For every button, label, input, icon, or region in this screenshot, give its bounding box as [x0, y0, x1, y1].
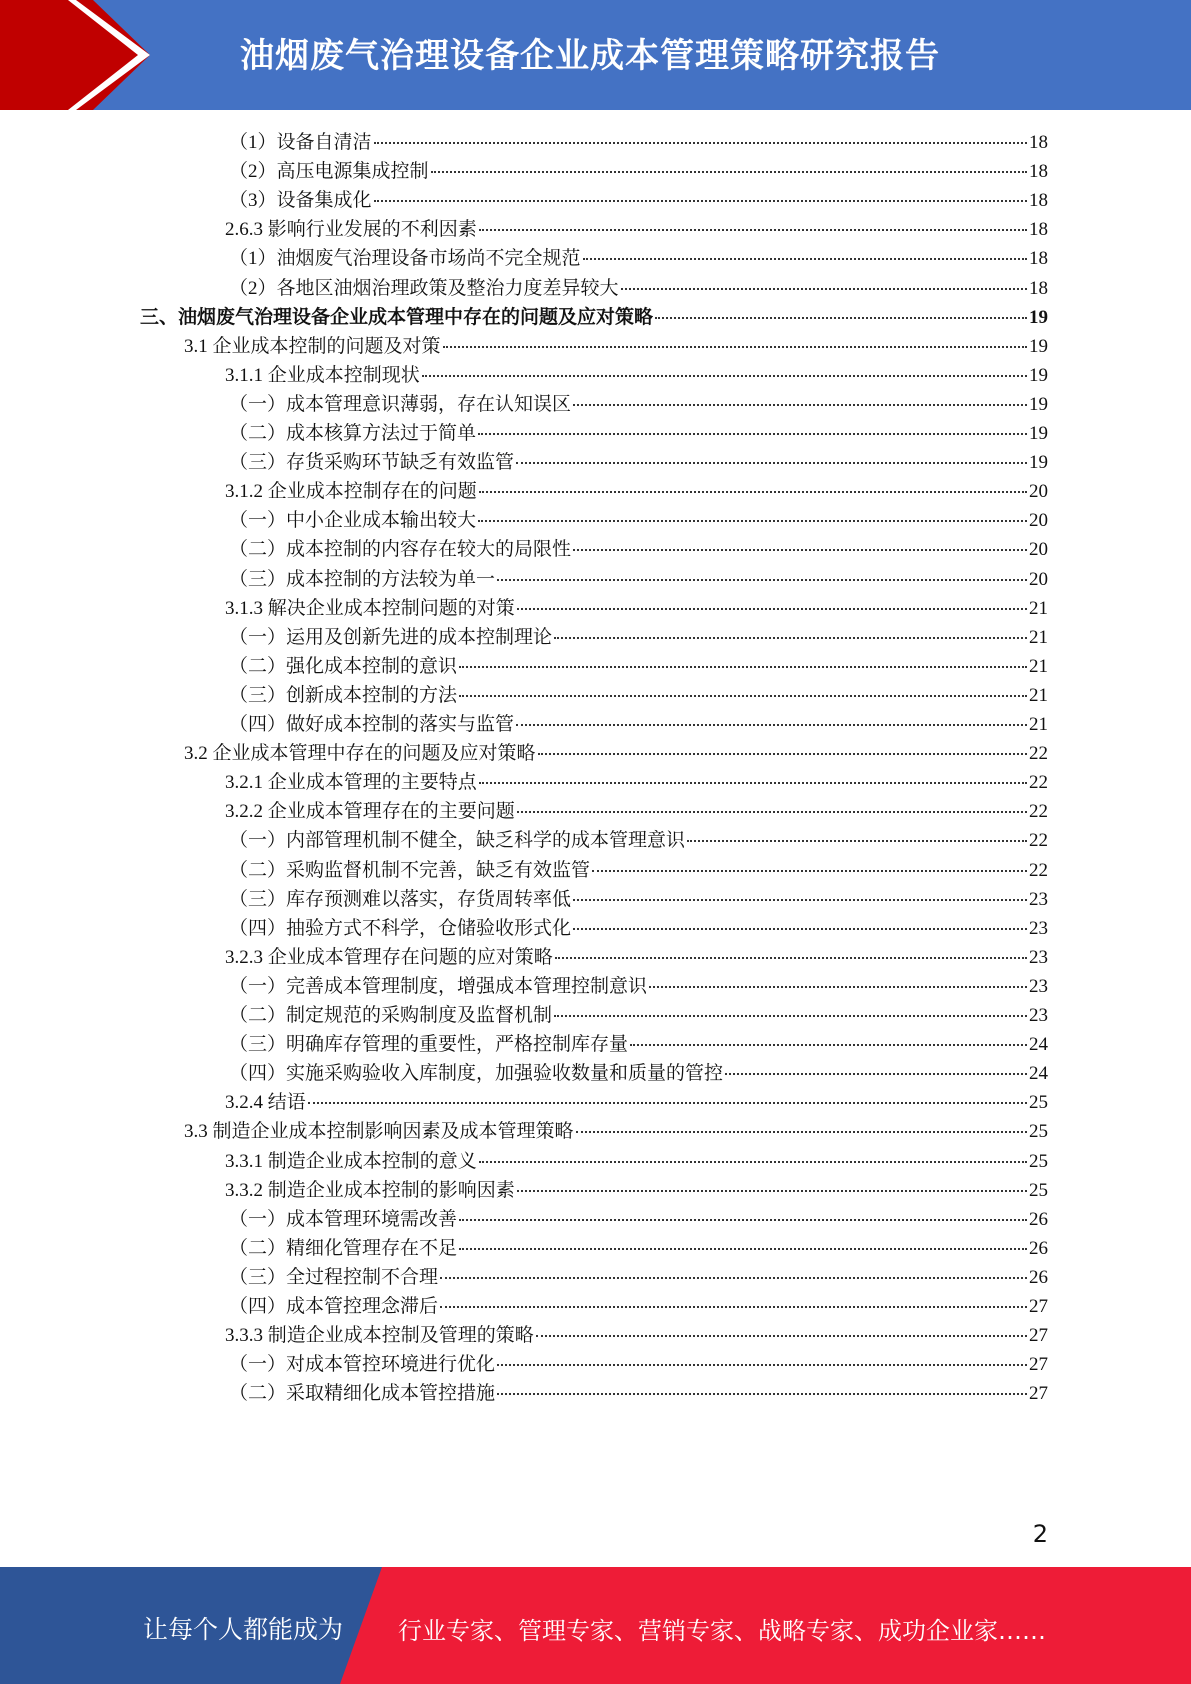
- toc-entry-title: （2）高压电源集成控制: [229, 161, 429, 183]
- toc-entry[interactable]: [229, 1058, 1048, 1089]
- toc-entry[interactable]: [225, 593, 1048, 624]
- toc-entry-page: 20: [1029, 481, 1048, 503]
- toc-entry[interactable]: [229, 185, 1048, 216]
- toc-entry-title: 3.1.2 企业成本控制存在的问题: [225, 481, 477, 503]
- toc-entry[interactable]: [225, 767, 1048, 798]
- toc-entry-page: 22: [1029, 801, 1048, 823]
- toc-entry[interactable]: [225, 360, 1048, 391]
- toc-entry-page: 25: [1029, 1179, 1048, 1201]
- toc-dot-leader: [630, 1044, 1027, 1046]
- toc-entry-title: （1）设备自清洁: [229, 132, 372, 153]
- toc-dot-leader: [621, 288, 1027, 290]
- toc-entry-title: （三）成本控制的方法较为单一: [229, 568, 496, 590]
- toc-dot-leader: [655, 317, 1027, 319]
- toc-dot-leader: [479, 1161, 1027, 1163]
- toc-entry-page: 18: [1029, 219, 1048, 241]
- toc-dot-leader: [459, 1248, 1027, 1250]
- toc-dot-leader: [554, 637, 1027, 639]
- toc-entry-title: （二）采购监督机制不完善，缺乏有效监管: [229, 859, 591, 881]
- toc-entry-title: 3.1.3 解决企业成本控制问题的对策: [225, 597, 515, 619]
- toc-entry-title: 三、油烟废气治理设备企业成本管理中存在的问题及应对策略: [140, 306, 654, 328]
- toc-dot-leader: [479, 491, 1027, 493]
- toc-entry[interactable]: [229, 1378, 1048, 1409]
- toc-entry[interactable]: [229, 273, 1048, 304]
- toc-dot-leader: [440, 1306, 1027, 1308]
- toc-entry-title: （二）成本控制的内容存在较大的局限性: [229, 539, 572, 561]
- toc-entry-title: （一）成本管理意识薄弱，存在认知误区: [229, 393, 572, 415]
- toc-dot-leader: [459, 1219, 1027, 1221]
- toc-dot-leader: [725, 1073, 1027, 1075]
- toc-entry[interactable]: [229, 825, 1048, 856]
- toc-dot-leader: [478, 433, 1027, 435]
- toc-entry-page: 19: [1029, 452, 1048, 474]
- toc-dot-leader: [422, 375, 1027, 377]
- toc-entry-title: （二）成本核算方法过于简单: [229, 423, 477, 444]
- toc-entry-page: 23: [1029, 975, 1048, 997]
- toc-entry-page: 21: [1029, 684, 1048, 706]
- toc-entry-page: 25: [1029, 1092, 1048, 1114]
- report-title: 油烟废气治理设备企业成本管理策略研究报告: [240, 36, 940, 76]
- toc-dot-leader: [479, 229, 1027, 231]
- toc-entry-page: 20: [1029, 568, 1048, 590]
- toc-entry-page: 18: [1029, 132, 1048, 153]
- toc-entry[interactable]: [229, 418, 1048, 449]
- toc-entry[interactable]: [229, 622, 1048, 653]
- toc-entry-page: 19: [1029, 335, 1048, 357]
- toc-entry-page: 18: [1029, 161, 1048, 183]
- toc-entry[interactable]: [229, 127, 1048, 158]
- toc-entry[interactable]: [225, 1146, 1048, 1177]
- toc-entry-page: 27: [1029, 1354, 1048, 1376]
- toc-dot-leader: [649, 986, 1027, 988]
- toc-entry-title: 3.3.2 制造企业成本控制的影响因素: [225, 1179, 515, 1201]
- toc-entry-title: 3.2.1 企业成本管理的主要特点: [225, 772, 477, 794]
- toc-dot-leader: [459, 695, 1027, 697]
- toc-entry[interactable]: [229, 1029, 1048, 1060]
- toc-entry-page: 25: [1029, 1150, 1048, 1172]
- toc-dot-leader: [374, 200, 1027, 202]
- toc-dot-leader: [479, 782, 1027, 784]
- toc-entry-page: 23: [1029, 946, 1048, 968]
- toc-entry[interactable]: [225, 1320, 1048, 1351]
- toc-entry-page: 26: [1029, 1266, 1048, 1288]
- toc-dot-leader: [516, 724, 1027, 726]
- toc-entry-title: 3.2.3 企业成本管理存在问题的应对策略: [225, 946, 553, 968]
- toc-entry-page: 22: [1029, 743, 1048, 765]
- toc-entry[interactable]: [225, 1087, 1048, 1118]
- toc-entry-page: 18: [1029, 248, 1048, 270]
- toc-entry-page: 21: [1029, 597, 1048, 619]
- toc-entry[interactable]: [225, 476, 1048, 507]
- toc-entry-title: （二）强化成本控制的意识: [229, 655, 458, 677]
- toc-dot-leader: [538, 753, 1027, 755]
- toc-entry-page: 24: [1029, 1034, 1048, 1056]
- toc-entry-title: （一）完善成本管理制度，增强成本管理控制意识: [229, 975, 648, 997]
- page-footer: [0, 1567, 1191, 1684]
- toc-entry-page: 21: [1029, 626, 1048, 648]
- toc-entry-page: 19: [1029, 423, 1048, 444]
- toc-entry-title: （一）运用及创新先进的成本控制理论: [229, 626, 553, 648]
- toc-entry-title: 3.3.3 制造企业成本控制及管理的策略: [225, 1325, 534, 1347]
- toc-dot-leader: [517, 1190, 1027, 1192]
- toc-dot-leader: [431, 171, 1027, 173]
- toc-dot-leader: [497, 1393, 1027, 1395]
- toc-entry[interactable]: [184, 331, 1048, 362]
- toc-entry[interactable]: [229, 884, 1048, 915]
- page-header: [0, 0, 1191, 110]
- toc-entry-page: 18: [1029, 277, 1048, 299]
- toc-dot-leader: [555, 957, 1027, 959]
- toc-entry-page: 21: [1029, 655, 1048, 677]
- toc-entry-title: （三）库存预测难以落实，存货周转率低: [229, 888, 572, 910]
- toc-entry-page: 23: [1029, 1005, 1048, 1026]
- toc-entry-title: （1）油烟废气治理设备市场尚不完全规范: [229, 248, 581, 270]
- toc-dot-leader: [536, 1335, 1027, 1337]
- toc-entry-title: （四）抽验方式不科学，仓储验收形式化: [229, 917, 572, 939]
- toc-entry-title: 3.3.1 制造企业成本控制的意义: [225, 1150, 477, 1172]
- toc-dot-leader: [478, 520, 1027, 522]
- toc-entry[interactable]: [229, 243, 1048, 274]
- toc-entry[interactable]: [229, 1349, 1048, 1380]
- toc-entry[interactable]: [229, 971, 1048, 1002]
- toc-entry-page: 21: [1029, 714, 1048, 735]
- toc-entry-title: （一）对成本管控环境进行优化: [229, 1354, 496, 1376]
- toc-entry-title: （二）制定规范的采购制度及监督机制: [229, 1005, 553, 1026]
- toc-dot-leader: [517, 608, 1027, 610]
- toc-entry-page: 27: [1029, 1296, 1048, 1317]
- toc-entry[interactable]: [229, 1233, 1048, 1264]
- toc-entry[interactable]: [229, 680, 1048, 711]
- toc-dot-leader: [308, 1102, 1027, 1104]
- toc-entry[interactable]: [184, 738, 1048, 769]
- toc-entry-page: 19: [1029, 364, 1048, 386]
- toc-entry-title: （三）全过程控制不合理: [229, 1266, 439, 1288]
- toc-entry-title: 2.6.3 影响行业发展的不利因素: [225, 219, 477, 241]
- toc-entry-title: 3.2 企业成本管理中存在的问题及应对策略: [184, 743, 536, 765]
- toc-entry-title: （三）明确库存管理的重要性，严格控制库存量: [229, 1034, 629, 1056]
- toc-dot-leader: [459, 666, 1027, 668]
- toc-entry-page: 19: [1029, 306, 1048, 328]
- toc-entry[interactable]: [229, 534, 1048, 565]
- toc-entry[interactable]: [229, 651, 1048, 682]
- toc-entry-page: 27: [1029, 1383, 1048, 1405]
- toc-entry-page: 25: [1029, 1121, 1048, 1143]
- toc-entry-page: 27: [1029, 1325, 1048, 1347]
- toc-entry[interactable]: [229, 156, 1048, 187]
- toc-entry-page: 20: [1029, 510, 1048, 532]
- toc-entry-page: 26: [1029, 1237, 1048, 1259]
- toc-entry-page: 23: [1029, 917, 1048, 939]
- toc-entry[interactable]: [229, 1204, 1048, 1235]
- toc-entry-title: 3.2.4 结语: [225, 1092, 306, 1114]
- toc-dot-leader: [573, 404, 1027, 406]
- toc-dot-leader: [576, 1131, 1027, 1133]
- toc-entry[interactable]: [229, 564, 1048, 595]
- toc-entry[interactable]: [229, 913, 1048, 944]
- toc-entry-title: （四）成本管控理念滞后: [229, 1296, 439, 1317]
- toc-entry[interactable]: [229, 1291, 1048, 1322]
- toc-entry-page: 26: [1029, 1208, 1048, 1230]
- toc-entry-title: （二）采取精细化成本管控措施: [229, 1383, 496, 1405]
- toc-entry-page: 22: [1029, 859, 1048, 881]
- footer-slogan-right: 行业专家、管理专家、营销专家、战略专家、成功企业家……: [398, 1617, 1046, 1645]
- toc-dot-leader: [554, 1015, 1027, 1017]
- toc-entry[interactable]: [229, 855, 1048, 886]
- footer-slogan-left: 让每个人都能成为: [143, 1615, 344, 1644]
- toc-entry-title: （3）设备集成化: [229, 190, 372, 212]
- toc-entry-page: 18: [1029, 190, 1048, 212]
- toc-entry-title: （一）成本管理环境需改善: [229, 1208, 458, 1230]
- toc-entry-title: 3.2.2 企业成本管理存在的主要问题: [225, 801, 515, 823]
- toc-entry-title: （一）内部管理机制不健全，缺乏科学的成本管理意识: [229, 830, 686, 852]
- toc-entry-page: 24: [1029, 1063, 1048, 1085]
- toc-entry-title: （三）创新成本控制的方法: [229, 684, 458, 706]
- toc-entry[interactable]: [229, 1262, 1048, 1293]
- toc-entry[interactable]: [229, 447, 1048, 478]
- toc-entry-page: 19: [1029, 393, 1048, 415]
- toc-entry[interactable]: [140, 302, 1048, 333]
- toc-entry-title: （二）精细化管理存在不足: [229, 1237, 458, 1259]
- toc-entry-page: 22: [1029, 830, 1048, 852]
- toc-entry-page: 23: [1029, 888, 1048, 910]
- toc-dot-leader: [573, 928, 1027, 930]
- toc-entry-title: （三）存货采购环节缺乏有效监管: [229, 452, 515, 474]
- toc-entry-title: （一）中小企业成本输出较大: [229, 510, 477, 532]
- toc-entry-title: 3.1 企业成本控制的问题及对策: [184, 335, 441, 357]
- toc-dot-leader: [687, 840, 1027, 842]
- toc-dot-leader: [516, 462, 1027, 464]
- toc-entry[interactable]: [229, 709, 1048, 740]
- page-number: 2: [1032, 1520, 1048, 1548]
- toc-entry[interactable]: [225, 942, 1048, 973]
- toc-entry[interactable]: [229, 505, 1048, 536]
- toc-entry[interactable]: [225, 796, 1048, 827]
- toc-dot-leader: [592, 870, 1027, 872]
- toc-dot-leader: [443, 346, 1027, 348]
- toc-entry[interactable]: [229, 389, 1048, 420]
- toc-dot-leader: [440, 1277, 1027, 1279]
- toc-entry-title: 3.3 制造企业成本控制影响因素及成本管理策略: [184, 1121, 574, 1143]
- toc-dot-leader: [517, 811, 1027, 813]
- toc-entry[interactable]: [229, 1000, 1048, 1031]
- toc-entry-title: （四）做好成本控制的落实与监管: [229, 714, 515, 735]
- header-red-arrow: [0, 0, 150, 110]
- toc-dot-leader: [374, 142, 1027, 144]
- toc-dot-leader: [497, 579, 1027, 581]
- toc-dot-leader: [573, 549, 1027, 551]
- toc-entry-page: 22: [1029, 772, 1048, 794]
- toc-entry[interactable]: [184, 1116, 1048, 1147]
- toc-dot-leader: [583, 258, 1027, 260]
- toc-entry-title: （四）实施采购验收入库制度，加强验收数量和质量的管控: [229, 1063, 724, 1085]
- toc-entry-title: （2）各地区油烟治理政策及整治力度差异较大: [229, 277, 619, 299]
- toc-dot-leader: [497, 1364, 1027, 1366]
- toc-entry-page: 20: [1029, 539, 1048, 561]
- toc-dot-leader: [573, 899, 1027, 901]
- toc-entry-title: 3.1.1 企业成本控制现状: [225, 364, 420, 386]
- toc-entry[interactable]: [225, 214, 1048, 245]
- toc-entry[interactable]: [225, 1175, 1048, 1206]
